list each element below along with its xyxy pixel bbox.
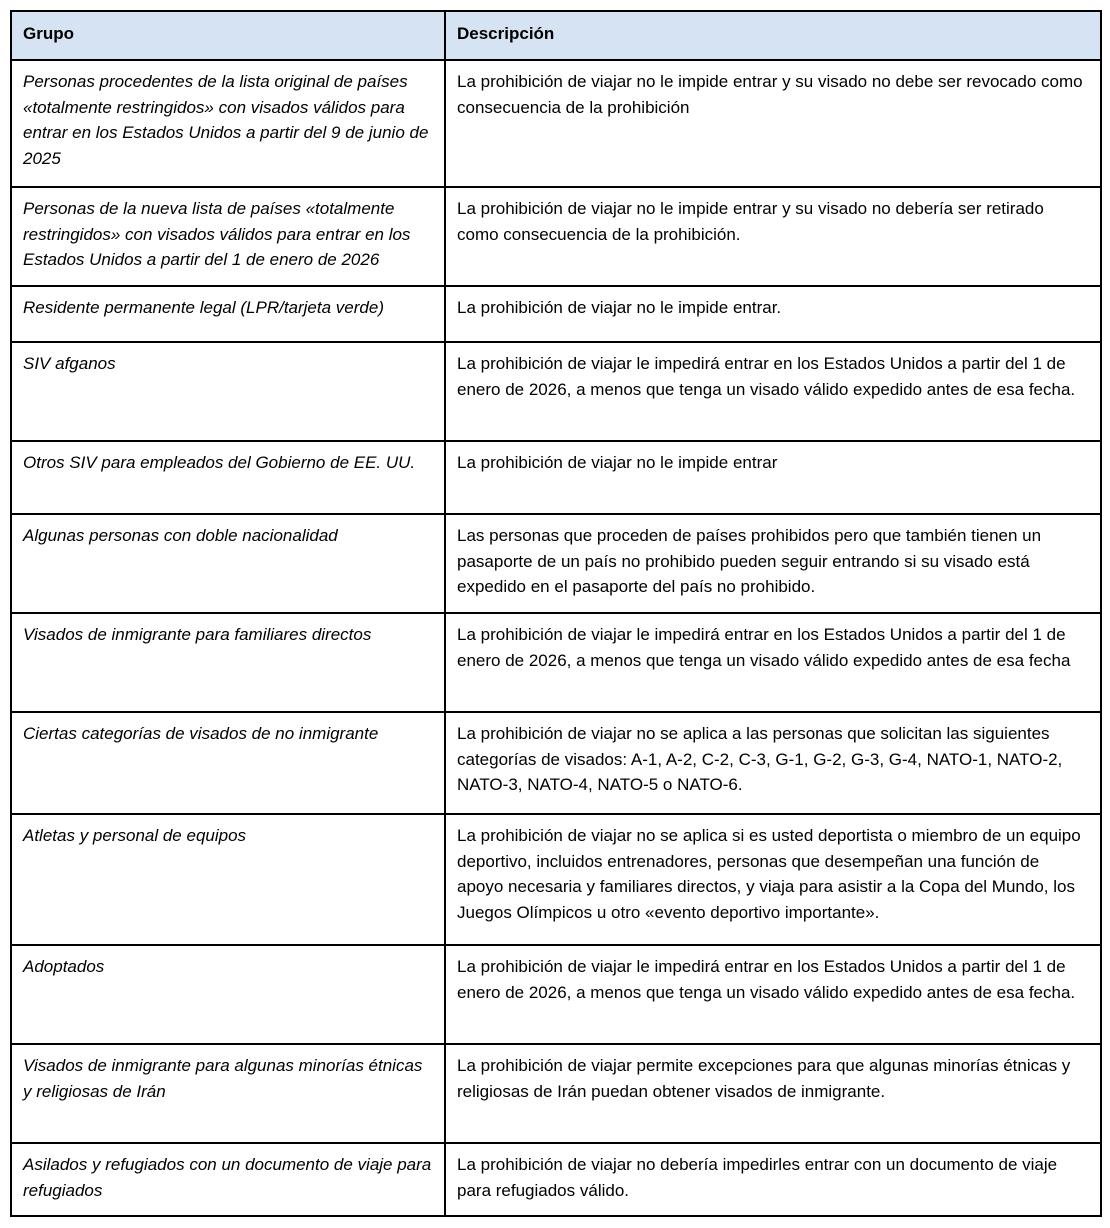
table-row (11, 1044, 1101, 1143)
description-cell: La prohibición de viajar no le impide entrar y su visado no debería ser retirado como consecuencia de la prohibición. (445, 187, 1101, 286)
description-cell: La prohibición de viajar no debería impedirles entrar con un documento de viaje para refugiados válido. (445, 1143, 1101, 1216)
group-cell: Visados de inmigrante para familiares directos (11, 613, 445, 712)
group-cell: SIV afganos (11, 342, 445, 441)
description-cell: La prohibición de viajar no le impide entrar (445, 441, 1101, 514)
description-cell: La prohibición de viajar le impedirá entrar en los Estados Unidos a partir del 1 de enero de 2026, a menos que tenga un visado válido expedido antes de esa fecha (445, 613, 1101, 712)
group-cell: Algunas personas con doble nacionalidad (11, 514, 445, 613)
table-row (11, 1143, 1101, 1216)
table-row (11, 441, 1101, 514)
description-cell: La prohibición de viajar no se aplica a las personas que solicitan las siguientes categorías de visados: A-1, A-2, C-2, C-3, G-1, G-2, G-3, G-4, NATO-1, NATO-2, NATO-3, NATO-4, NATO-5 o NATO-6. (445, 712, 1101, 814)
group-cell: Asilados y refugiados con un documento de viaje para refugiados (11, 1143, 445, 1216)
description-cell: Las personas que proceden de países prohibidos pero que también tienen un pasaporte de un país no prohibido pueden seguir entrando si su visado está expedido en el pasaporte del país no prohibido. (445, 514, 1101, 613)
table-row (11, 286, 1101, 342)
table-row (11, 613, 1101, 712)
table-row (11, 712, 1101, 814)
table-row (11, 60, 1101, 187)
description-cell: La prohibición de viajar le impedirá entrar en los Estados Unidos a partir del 1 de enero de 2026, a menos que tenga un visado válido expedido antes de esa fecha. (445, 945, 1101, 1044)
description-cell: La prohibición de viajar no le impide entrar y su visado no debe ser revocado como consecuencia de la prohibición (445, 60, 1101, 187)
table-header-row (11, 11, 1101, 60)
group-cell: Atletas y personal de equipos (11, 814, 445, 945)
group-cell: Personas de la nueva lista de países «totalmente restringidos» con visados válidos para entrar en los Estados Unidos a partir del 1 de enero de 2026 (11, 187, 445, 286)
description-cell: La prohibición de viajar no se aplica si es usted deportista o miembro de un equipo deportivo, incluidos entrenadores, personas que desempeñan una función de apoyo necesaria y familiares directos, y viaja para asistir a la Copa del Mundo, los Juegos Olímpicos u otro «evento deportivo importante». (445, 814, 1101, 945)
table-row (11, 814, 1101, 945)
group-cell: Otros SIV para empleados del Gobierno de EE. UU. (11, 441, 445, 514)
header-description: Descripción (445, 11, 1101, 60)
header-group: Grupo (11, 11, 445, 60)
description-cell: La prohibición de viajar permite excepciones para que algunas minorías étnicas y religiosas de Irán puedan obtener visados de inmigrante. (445, 1044, 1101, 1143)
group-cell: Visados de inmigrante para algunas minorías étnicas y religiosas de Irán (11, 1044, 445, 1143)
group-cell: Ciertas categorías de visados de no inmigrante (11, 712, 445, 814)
group-cell: Adoptados (11, 945, 445, 1044)
table-row (11, 945, 1101, 1044)
table-row (11, 342, 1101, 441)
table-row (11, 187, 1101, 286)
table-body (11, 60, 1101, 1216)
travel-ban-table (10, 10, 1102, 1217)
table-row (11, 514, 1101, 613)
description-cell: La prohibición de viajar le impedirá entrar en los Estados Unidos a partir del 1 de enero de 2026, a menos que tenga un visado válido expedido antes de esa fecha. (445, 342, 1101, 441)
group-cell: Personas procedentes de la lista original de países «totalmente restringidos» con visados válidos para entrar en los Estados Unidos a partir del 9 de junio de 2025 (11, 60, 445, 187)
group-cell: Residente permanente legal (LPR/tarjeta verde) (11, 286, 445, 342)
description-cell: La prohibición de viajar no le impide entrar. (445, 286, 1101, 342)
